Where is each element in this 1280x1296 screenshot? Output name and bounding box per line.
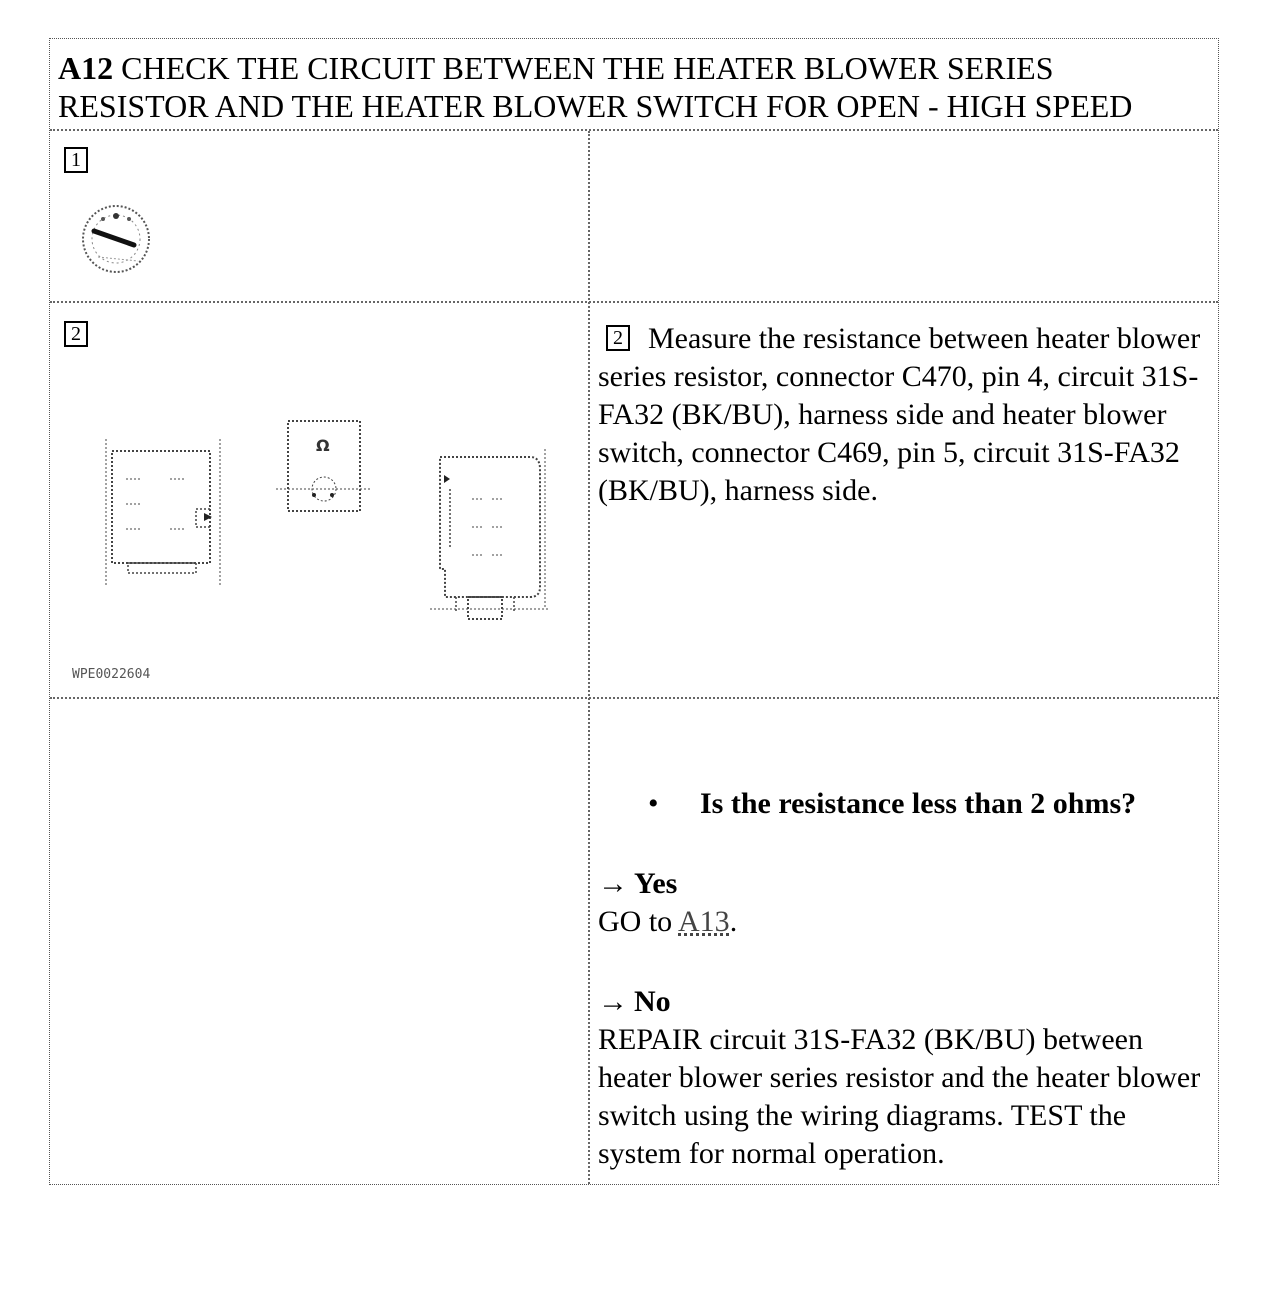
row1-left-cell [64,147,88,173]
step-id: A12 [58,50,114,86]
bullet-icon: • [648,787,659,820]
step-number-badge: 1 [64,147,88,173]
arrow-right-icon: → [598,867,628,900]
step-number-badge: 2 [64,321,88,347]
row2-left-cell [64,321,88,347]
yes-suffix: . [729,905,738,938]
question-item [598,785,1214,823]
yes-label: Yes [634,867,678,900]
step-title-text: CHECK THE CIRCUIT BETWEEN THE HEATER BLOWER SERIES RESISTOR AND THE HEATER BLOWER SWITCH FOR OPEN - HIGH SPEED [58,50,1133,124]
column-divider [588,131,590,1184]
ignition-key-off-icon [78,199,158,279]
yes-branch [598,865,1214,903]
connector-figure [100,409,550,634]
no-action: REPAIR circuit 31S-FA32 (BK/BU) between heater blower series resistor and the heater blower switch using the wiring diagrams. TEST the system for normal operation. [598,1023,1201,1170]
divider [50,301,1218,303]
no-label: No [634,985,671,1018]
figure-caption: WPE0022604 [72,667,151,682]
instruction-text: Measure the resistance between heater blower series resistor, connector C470, pin 4, circuit 31S-FA32 (BK/BU), harness side and heater blower switch, connector C469, pin 5, circuit 31S-FA32 (BK/BU), harness side. [598,322,1201,507]
divider [50,129,1218,131]
instruction-text-block [598,320,1214,510]
ohm-symbol: Ω [316,436,330,455]
yes-prefix: GO to [598,905,679,938]
procedure-table [49,38,1219,1185]
no-branch [598,983,1214,1021]
decision-block [598,785,1214,1173]
step-number-badge: 2 [606,325,630,351]
goto-a13-link[interactable]: A13 [678,905,730,938]
step-title [58,49,1208,125]
arrow-right-icon: → [598,985,628,1018]
yes-action [598,903,1214,941]
divider [50,697,1218,699]
question-text: Is the resistance less than 2 ohms? [700,787,1137,820]
